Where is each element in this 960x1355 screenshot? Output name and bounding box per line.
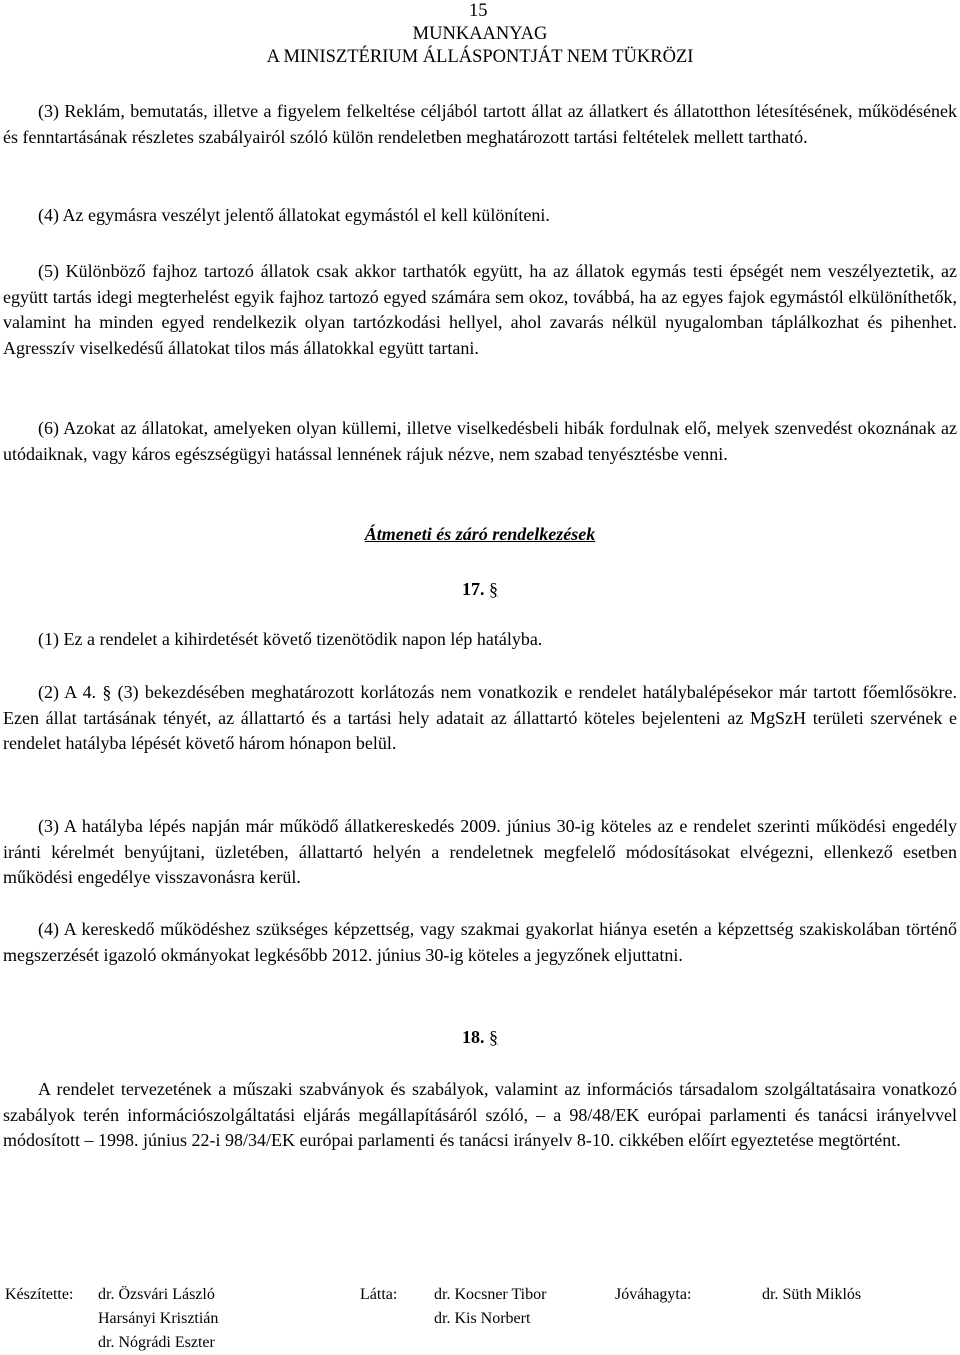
header-label: MUNKAANYAG: [412, 24, 548, 44]
preparer-name: dr. Nógrádi Eszter: [98, 1334, 215, 1351]
page-number: 15: [469, 1, 488, 21]
section-18-title: 18. §: [462, 1027, 498, 1047]
preparer-name: Harsányi Krisztián: [98, 1310, 219, 1327]
reviewer-name: dr. Kocsner Tibor: [434, 1286, 547, 1303]
paragraph-4: (4) Az egymásra veszélyt jelentő állatokat egymástól el kell különíteni.: [38, 205, 550, 225]
section-17-paragraph-4: (4) A kereskedő működéshez szükséges képzettség, vagy szakmai gyakorlat hiánya esetén a képzettség szakiskolában történő megszerzését igazoló okmányokat legkésőbb 2012. június 30-ig köteles a jegyzőnek eljuttatni.: [3, 919, 957, 965]
reviewer-name: dr. Kis Norbert: [434, 1310, 531, 1327]
prepared-label: Készítette:: [5, 1286, 74, 1303]
approved-label: Jóváhagyta:: [615, 1286, 692, 1303]
section-17-paragraph-1: (1) Ez a rendelet a kihirdetését követő tizenötödik napon lép hatályba.: [38, 629, 543, 649]
preparer-name: dr. Özsvári László: [98, 1286, 215, 1303]
section-heading: Átmeneti és záró rendelkezések: [364, 524, 596, 544]
section-18-paragraph: A rendelet tervezetének a műszaki szabványok és szabályok, valamint az információs társadalom szolgáltatásaira vonatkozó szabályok terén információszolgáltatási eljárás megállapításáról szóló, – a 98/48/EK európai parlamenti és tanácsi irányelvvel módosított – 1998. június 22-i 98/34/EK európai parlamenti és tanácsi irányelv 8-10. cikkében előírt egyeztetése megtörtént.: [3, 1079, 957, 1150]
paragraph-6: (6) Azokat az állatokat, amelyeken olyan küllemi, illetve viselkedésbeli hibák fordulnak elő, melyek szenvedést okoznának az utódaiknak, vagy káros egészségügyi hatással lennének rájuk nézve, nem szabad tenyésztésbe venni.: [3, 418, 957, 464]
section-17-title: 17. §: [462, 579, 498, 599]
approver-name: dr. Süth Miklós: [762, 1286, 862, 1303]
section-17-paragraph-3: (3) A hatályba lépés napján már működő állatkereskedés 2009. június 30-ig köteles az e rendelet szerinti működési engedély iránti kérelmét benyújtani, üzletében, állattartó helyén a rendeletnek megfelelő módosításokat elvégezni, ellenkező esetben működési engedélye visszavonásra kerül.: [3, 816, 957, 887]
paragraph-3: (3) Reklám, bemutatás, illetve a figyelem felkeltése céljából tartott állat az állatkert és állatotthon létesítésének, működésének és fenntartásának részletes szabályairól szóló külön rendeletben meghatározott tartási feltételek mellett tartható.: [3, 101, 957, 147]
paragraph-5: (5) Különböző fajhoz tartozó állatok csak akkor tarthatók együtt, ha az állatok egymás testi épségét nem veszélyeztetik, az együtt tartás idegi megterhelést egyik fajhoz tartozó egyed számára sem okoz, továbbá, ha az egyes fajok egymástól elkülöníthetők, valamint ha minden egyed rendelkezik olyan tartózkodási hellyel, ahol zavarás nélkül nyugalomban táplálkozhat és pihenhet. Agresszív viselkedésű állatokat tilos más állatokkal együtt tartani.: [3, 261, 957, 358]
header-disclaimer: A MINISZTÉRIUM ÁLLÁSPONTJÁT NEM TÜKRÖZI: [266, 47, 694, 67]
section-17-paragraph-2: (2) A 4. § (3) bekezdésében meghatározott korlátozás nem vonatkozik e rendelet hatálybalépésekor már tartott főemlősökre. Ezen állat tartásának tényét, az állattartó és a tartási hely adatait az állattartó köteles bejelenteni az MgSzH területi szervének e rendelet hatályba lépését követő három hónapon belül.: [3, 682, 957, 753]
seen-label: Látta:: [360, 1286, 398, 1303]
